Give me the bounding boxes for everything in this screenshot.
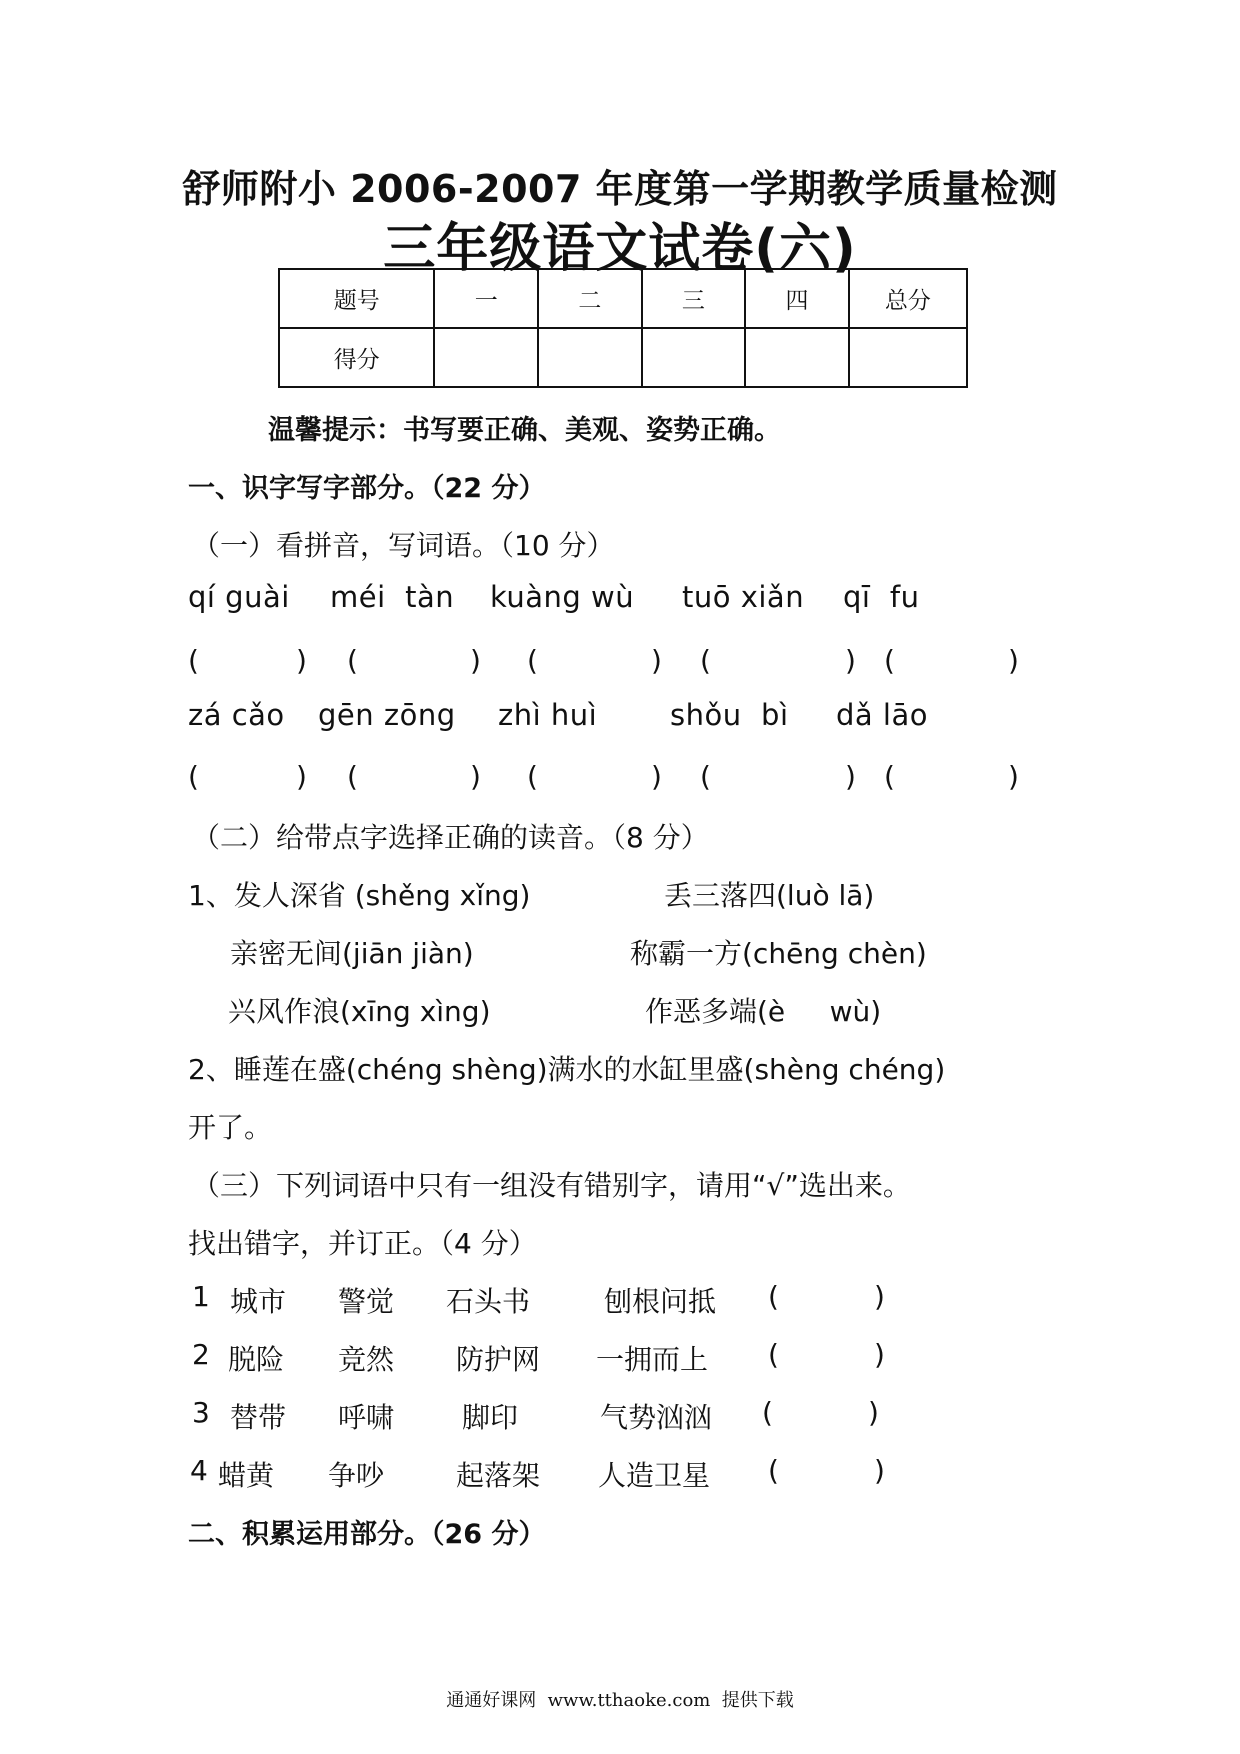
question-1e: 兴风作浪(xīng xìng) xyxy=(228,995,491,1028)
word-item: 气势汹汹 xyxy=(600,1401,713,1434)
pinyin-item: qí guài xyxy=(188,580,290,614)
word-item: 防护网 xyxy=(456,1343,541,1376)
section2-title: 二、积累运用部分。（26 分） xyxy=(188,1519,546,1550)
pinyin-item: qī fu xyxy=(843,580,920,614)
footer-source: 通通好课网 www.tthaoke.com 提供下载 xyxy=(446,1690,794,1711)
exam-title: 三年级语文试卷(六) xyxy=(383,219,857,279)
word-item: 人造卫星 xyxy=(598,1459,711,1492)
question-1b: 丢三落四(luò lā) xyxy=(664,879,875,912)
answer-paren-left: ( xyxy=(527,644,538,677)
answer-paren-right: ) xyxy=(651,760,662,793)
answer-paren-left: ( xyxy=(188,760,199,793)
word-item: 替带 xyxy=(230,1401,287,1434)
answer-paren-right: ) xyxy=(845,760,856,793)
word-item: 城市 xyxy=(230,1285,287,1318)
answer-paren-right: ) xyxy=(874,1338,885,1371)
score-entry-cell xyxy=(642,328,746,387)
answer-paren-right: ) xyxy=(1008,644,1019,677)
answer-paren-left: ( xyxy=(700,760,711,793)
score-table-score-row xyxy=(279,328,967,387)
answer-paren-left: ( xyxy=(527,760,538,793)
answer-paren-left: ( xyxy=(884,644,895,677)
answer-paren-left: ( xyxy=(768,1338,779,1371)
pinyin-item: kuàng wù xyxy=(490,580,635,614)
word-item: 争吵 xyxy=(328,1459,385,1492)
word-item: 警觉 xyxy=(338,1285,395,1318)
pinyin-item: zhì huì xyxy=(498,698,598,732)
score-table-cell: 二 xyxy=(538,269,642,328)
word-group-number: 1 xyxy=(192,1280,210,1313)
answer-paren-right: ) xyxy=(651,644,662,677)
answer-paren-left: ( xyxy=(884,760,895,793)
word-item: 竞然 xyxy=(338,1343,395,1376)
score-table-cell: 一 xyxy=(434,269,538,328)
score-table-cell: 三 xyxy=(642,269,746,328)
part1-title: （一）看拼音，写词语。（10 分） xyxy=(192,529,615,562)
pinyin-item: méi tàn xyxy=(330,580,455,614)
exam-header-line1: 舒师附小 2006-2007 年度第一学期教学质量检测 xyxy=(182,167,1058,211)
answer-paren-right: ) xyxy=(1008,760,1019,793)
part3-title-cont: 找出错字，并订正。（4 分） xyxy=(188,1227,537,1260)
score-entry-cell xyxy=(434,328,538,387)
word-item: 刨根问抵 xyxy=(604,1285,717,1318)
score-entry-cell xyxy=(538,328,642,387)
score-table-cell: 得分 xyxy=(279,328,434,387)
word-item: 石头书 xyxy=(446,1285,531,1318)
word-item: 脱险 xyxy=(228,1343,285,1376)
score-table-cell: 题号 xyxy=(279,269,434,328)
score-entry-cell xyxy=(849,328,967,387)
pinyin-item: dǎ lāo xyxy=(836,698,928,732)
answer-paren-right: ) xyxy=(296,644,307,677)
question-1f: 作恶多端(è wù) xyxy=(645,995,882,1028)
answer-paren-left: ( xyxy=(347,760,358,793)
section1-title: 一、识字写字部分。（22 分） xyxy=(188,473,546,504)
pinyin-item: gēn zōng xyxy=(318,698,456,732)
word-group-number: 2 xyxy=(192,1338,210,1371)
part2-title: （二）给带点字选择正确的读音。（8 分） xyxy=(192,821,709,854)
word-group-number: 4 xyxy=(190,1454,208,1487)
answer-paren-left: ( xyxy=(700,644,711,677)
answer-paren-right: ) xyxy=(470,760,481,793)
answer-paren-left: ( xyxy=(768,1280,779,1313)
pinyin-item: zá cǎo xyxy=(188,698,285,732)
answer-paren-left: ( xyxy=(347,644,358,677)
question-1c: 亲密无间(jiān jiàn) xyxy=(230,937,474,970)
word-item: 脚印 xyxy=(462,1401,519,1434)
answer-paren-left: ( xyxy=(768,1454,779,1487)
answer-paren-right: ) xyxy=(874,1454,885,1487)
question-1d: 称霸一方(chēng chèn) xyxy=(630,937,927,970)
score-table-cell: 四 xyxy=(745,269,849,328)
answer-paren-right: ) xyxy=(868,1396,879,1429)
question-2-line2: 开了。 xyxy=(188,1111,273,1144)
pinyin-item: shǒu bì xyxy=(670,698,789,732)
question-1a: 1、发人深省 (shěng xǐng) xyxy=(188,879,531,912)
score-table xyxy=(278,268,968,388)
score-entry-cell xyxy=(745,328,849,387)
part3-title: （三）下列词语中只有一组没有错别字，请用“√”选出来。 xyxy=(192,1169,911,1202)
score-table-cell: 总分 xyxy=(849,269,967,328)
word-item: 一拥而上 xyxy=(596,1343,709,1376)
question-2-line1: 2、睡莲在盛(chéng shèng)满水的水缸里盛(shèng chéng) xyxy=(188,1053,946,1086)
score-table-header-row xyxy=(279,269,967,328)
word-item: 蜡黄 xyxy=(218,1459,275,1492)
answer-paren-right: ) xyxy=(296,760,307,793)
answer-paren-right: ) xyxy=(470,644,481,677)
answer-paren-right: ) xyxy=(874,1280,885,1313)
pinyin-item: tuō xiǎn xyxy=(682,580,805,614)
warm-tip: 温馨提示：书写要正确、美观、姿势正确。 xyxy=(268,415,781,446)
word-item: 起落架 xyxy=(456,1459,541,1492)
answer-paren-left: ( xyxy=(762,1396,773,1429)
word-item: 呼啸 xyxy=(338,1401,395,1434)
word-group-number: 3 xyxy=(192,1396,210,1429)
answer-paren-left: ( xyxy=(188,644,199,677)
answer-paren-right: ) xyxy=(845,644,856,677)
